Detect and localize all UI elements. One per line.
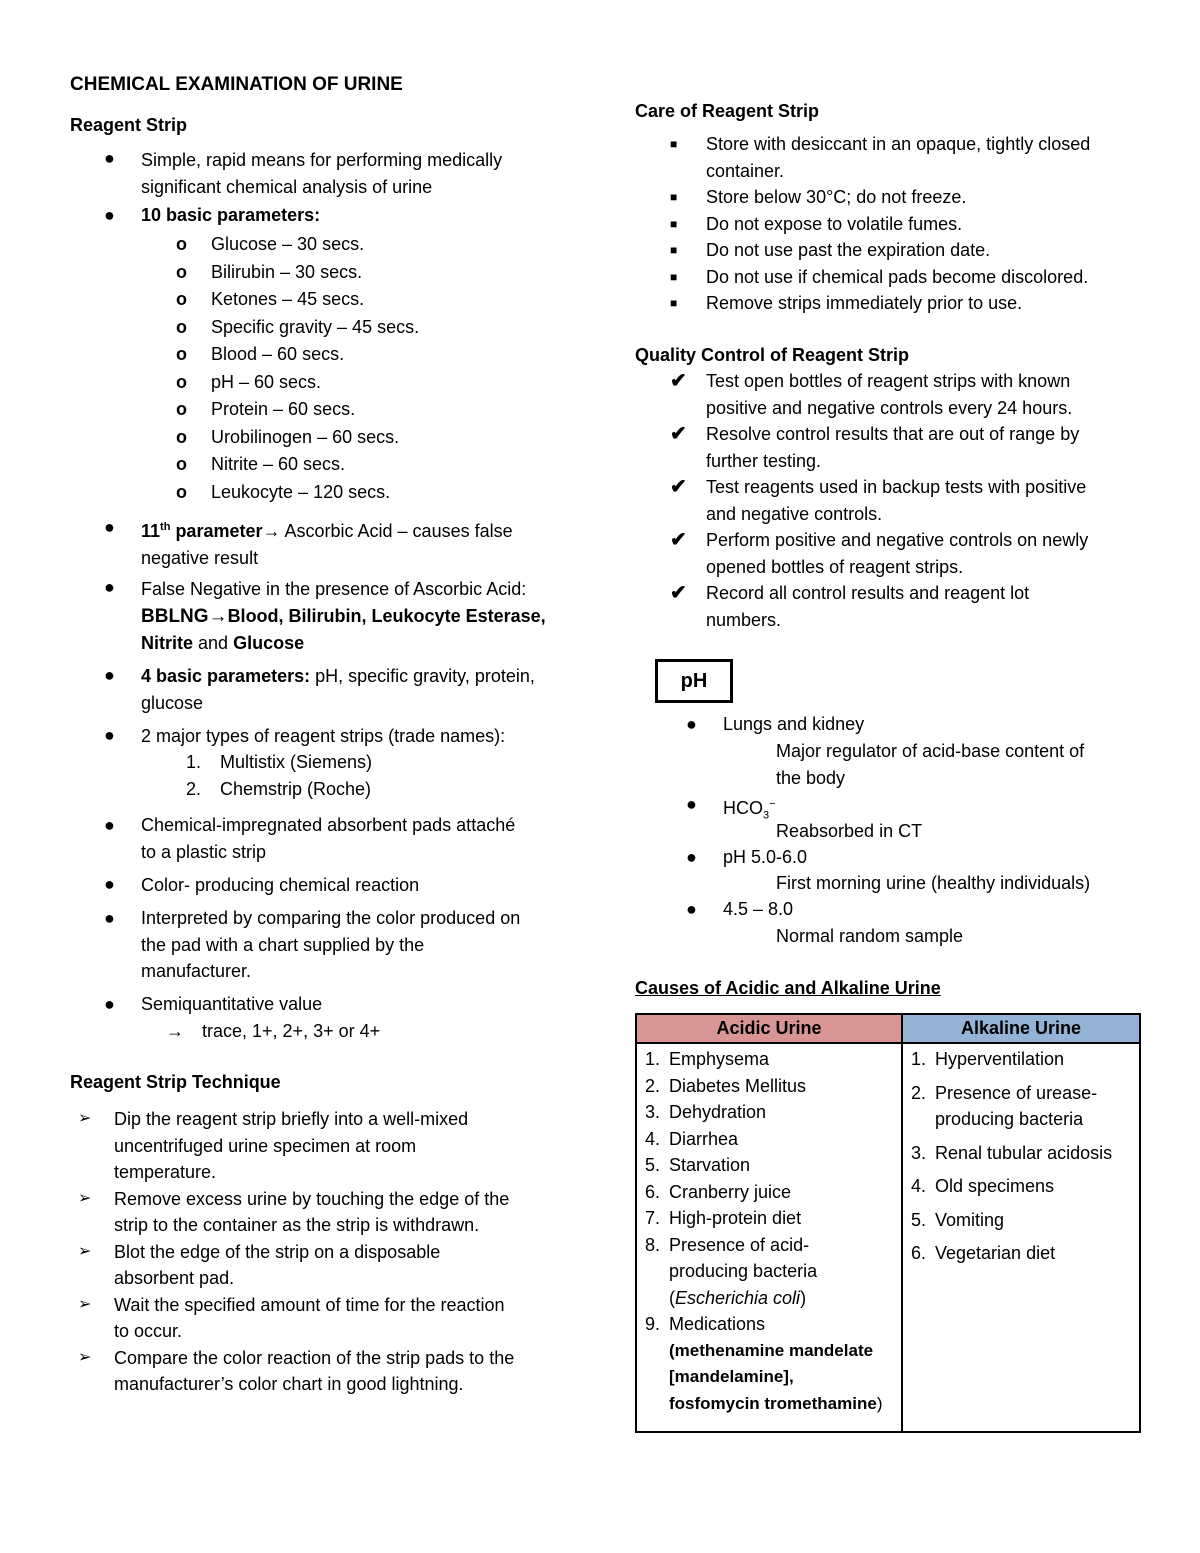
technique-line: Dip the reagent strip briefly into a well-mixed xyxy=(114,1109,469,1129)
square-bullet-icon: ■ xyxy=(670,269,678,284)
care-heading: Care of Reagent Strip xyxy=(635,101,820,121)
rs-bullet-1-line: Simple, rapid means for performing medically xyxy=(141,150,503,170)
acidic-header: Acidic Urine xyxy=(636,1014,902,1043)
medication-line: fosfomycin tromethamine xyxy=(669,1393,877,1413)
list-number: 1. xyxy=(911,1049,927,1069)
causes-heading: Causes of Acidic and Alkaline Urine xyxy=(635,978,941,998)
alkaline-header: Alkaline Urine xyxy=(902,1014,1140,1043)
strip-types-list xyxy=(186,749,372,802)
rs-bullet-10: Semiquantitative value xyxy=(141,994,323,1014)
qc-item: and negative controls. xyxy=(706,503,883,524)
rs-bullet-5-line: glucose xyxy=(141,692,204,713)
bblng-list: Blood, Bilirubin, Leukocyte Esterase, xyxy=(227,605,546,626)
circle-bullet-icon: o xyxy=(176,344,187,364)
ph-item-4: 4.5 – 8.0 xyxy=(723,899,794,919)
circle-bullet-icon: o xyxy=(176,481,187,502)
bullet-icon: ● xyxy=(104,577,115,597)
circle-bullet-icon: o xyxy=(176,371,187,392)
ph-item-2 xyxy=(723,791,776,829)
qc-item: Record all control results and reagent lot xyxy=(706,583,1030,603)
care-item: Do not use if chemical pads become discolored. xyxy=(706,266,1089,287)
arrowhead-bullet-icon: ➢ xyxy=(78,1189,92,1207)
rs-bullet-3 xyxy=(141,514,513,571)
technique-line: manufacturer’s color chart in good lightning. xyxy=(114,1374,464,1394)
alkaline-cause: Renal tubular acidosis xyxy=(935,1142,1113,1163)
medication-line: (methenamine mandelate xyxy=(669,1340,874,1360)
care-item: container. xyxy=(706,160,785,181)
ascorbic-text: Ascorbic Acid – causes false xyxy=(284,521,513,541)
ph-item-1-desc xyxy=(776,738,1084,791)
qc-item: further testing. xyxy=(706,450,822,471)
bullet-icon: ● xyxy=(104,148,115,168)
param-item: Nitrite – 60 secs. xyxy=(211,454,346,474)
ordinal-suffix: th xyxy=(160,521,171,533)
technique-item xyxy=(78,1345,578,1398)
alkaline-cell xyxy=(902,1043,1140,1432)
parameter-label: parameter→ xyxy=(175,521,281,541)
alkaline-cause: Old specimens xyxy=(935,1176,1055,1196)
technique-line: Compare the color reaction of the strip pads to the xyxy=(114,1347,515,1368)
glucose-label: Glucose xyxy=(233,633,305,653)
square-bullet-icon: ■ xyxy=(670,190,678,204)
bullet-icon: ● xyxy=(686,847,697,867)
qc-item: opened bottles of reagent strips. xyxy=(706,556,964,577)
technique-item xyxy=(78,1239,578,1292)
rs-bullet-9-line: the pad with a chart supplied by the xyxy=(141,934,425,955)
technique-line: to occur. xyxy=(114,1321,183,1341)
hco-superscript: − xyxy=(769,798,776,810)
strip-type: Multistix (Siemens) xyxy=(220,752,373,772)
acidic-cause: Presence of acid- xyxy=(669,1234,810,1255)
list-number: 6. xyxy=(911,1243,927,1263)
rs-bullet-9 xyxy=(141,905,520,985)
arrowhead-bullet-icon: ➢ xyxy=(78,1295,92,1313)
technique-item xyxy=(78,1292,578,1345)
technique-item xyxy=(78,1186,578,1239)
acidic-cause: High-protein diet xyxy=(669,1208,802,1228)
param-item: pH – 60 secs. xyxy=(211,371,322,392)
technique-heading: Reagent Strip Technique xyxy=(70,1072,281,1092)
nitrite-label: Nitrite xyxy=(141,633,194,653)
rs-bullet-7-line: to a plastic strip xyxy=(141,841,267,862)
circle-bullet-icon: o xyxy=(176,289,187,309)
param-item: Urobilinogen – 60 secs. xyxy=(211,426,400,447)
technique-line: uncentrifuged urine specimen at room xyxy=(114,1135,417,1156)
qc-item: Perform positive and negative controls on newly xyxy=(706,530,1089,550)
care-item: Store with desiccant in an opaque, tightly closed xyxy=(706,134,1091,154)
technique-line: Blot the edge of the strip on a disposable xyxy=(114,1241,441,1262)
list-number: 5. xyxy=(911,1209,927,1230)
strip-type: Chemstrip (Roche) xyxy=(220,778,372,799)
list-number: 6. xyxy=(645,1181,661,1202)
list-number: 4. xyxy=(911,1176,927,1196)
and-text: and xyxy=(198,633,229,653)
semiquant-values: trace, 1+, 2+, 3+ or 4+ xyxy=(202,1021,381,1041)
acidic-cause: Diabetes Mellitus xyxy=(669,1075,807,1096)
bullet-icon: ● xyxy=(104,815,115,835)
qc-item: Test reagents used in backup tests with positive xyxy=(706,477,1087,497)
ph-item-1: Lungs and kidney xyxy=(723,714,865,734)
paren-close: ) xyxy=(876,1393,883,1413)
alkaline-cause: producing bacteria xyxy=(935,1109,1084,1129)
causes-table xyxy=(635,1013,1141,1433)
ph-box: pH xyxy=(655,659,733,703)
bullet-icon: ● xyxy=(104,874,115,894)
ph-desc-line: Major regulator of acid-base content of xyxy=(776,741,1085,761)
ph-item-3-desc: First morning urine (healthy individuals) xyxy=(776,873,1091,893)
param-item: Ketones – 45 secs. xyxy=(211,289,365,309)
bullet-icon: ● xyxy=(104,908,115,928)
acidic-cell xyxy=(636,1043,902,1432)
technique-item xyxy=(78,1106,578,1186)
paren-close: ) xyxy=(800,1287,807,1308)
rs-bullet-3-line: negative result xyxy=(141,547,259,568)
list-number: 1. xyxy=(186,752,202,772)
bullet-icon: ● xyxy=(686,899,697,919)
semiquant-sub xyxy=(166,1018,380,1045)
page-title: CHEMICAL EXAMINATION OF URINE xyxy=(70,74,403,95)
rs-bullet-4-line: False Negative in the presence of Ascorbic Acid: xyxy=(141,579,527,599)
qc-item: Resolve control results that are out of range by xyxy=(706,424,1080,444)
rs-bullet-9-line: manufacturer. xyxy=(141,961,252,981)
checkmark-icon: ✔ xyxy=(670,529,687,551)
alkaline-cause: Vegetarian diet xyxy=(935,1243,1056,1263)
paren-open: ( xyxy=(669,1287,675,1308)
acidic-cause: Starvation xyxy=(669,1155,751,1175)
rs-bullet-5 xyxy=(141,663,535,716)
qc-item: positive and negative controls every 24 hours. xyxy=(706,397,1073,418)
circle-bullet-icon: o xyxy=(176,399,187,419)
rs-bullet-1 xyxy=(141,147,502,200)
rs-bullet-4 xyxy=(141,576,546,657)
param-item: Leukocyte – 120 secs. xyxy=(211,481,391,502)
list-number: 7. xyxy=(645,1208,661,1228)
acidic-cause: Diarrhea xyxy=(669,1128,739,1149)
basic-params-label: 4 basic parameters: xyxy=(141,666,311,686)
arrowhead-bullet-icon: ➢ xyxy=(78,1110,92,1127)
checkmark-icon: ✔ xyxy=(670,582,687,604)
circle-bullet-icon: o xyxy=(176,316,187,337)
rs-bullet-7-line: Chemical-impregnated absorbent pads attaché xyxy=(141,815,516,835)
care-item: Do not use past the expiration date. xyxy=(706,240,991,260)
bullet-icon: ● xyxy=(104,994,115,1014)
acidic-cause: Cranberry juice xyxy=(669,1181,792,1202)
alkaline-cause: Hyperventilation xyxy=(935,1049,1065,1069)
care-item: Remove strips immediately prior to use. xyxy=(706,293,1023,313)
bullet-icon: ● xyxy=(686,714,697,734)
ordinal-number: 11 xyxy=(141,521,161,541)
bullet-icon: ● xyxy=(686,794,697,814)
acidic-cause: Emphysema xyxy=(669,1049,770,1069)
ph-desc-line: the body xyxy=(776,767,846,788)
ph-item-4-desc: Normal random sample xyxy=(776,926,964,946)
bblng-label: BBLNG→ xyxy=(141,605,228,627)
checkmark-icon: ✔ xyxy=(670,370,687,392)
rs-bullet-1-line: significant chemical analysis of urine xyxy=(141,176,433,197)
bullet-icon: ● xyxy=(104,205,115,225)
ecoli-text: Escherichia coli xyxy=(675,1287,801,1308)
list-number: 4. xyxy=(645,1128,661,1149)
technique-line: temperature. xyxy=(114,1162,217,1182)
checkmark-icon: ✔ xyxy=(670,423,687,445)
bullet-icon: ● xyxy=(104,665,115,685)
alkaline-cause: Presence of urease- xyxy=(935,1082,1098,1103)
circle-bullet-icon: o xyxy=(176,234,187,254)
list-number: 9. xyxy=(645,1314,661,1334)
param-item: Blood – 60 secs. xyxy=(211,344,345,364)
list-number: 3. xyxy=(645,1102,661,1122)
arrowhead-bullet-icon: ➢ xyxy=(78,1348,92,1366)
reagent-strip-heading: Reagent Strip xyxy=(70,115,188,135)
list-number: 8. xyxy=(645,1234,661,1255)
arrowhead-bullet-icon: ➢ xyxy=(78,1242,92,1260)
qc-item: Test open bottles of reagent strips with known xyxy=(706,371,1071,391)
technique-line: Wait the specified amount of time for the reaction xyxy=(114,1294,505,1315)
hco-subscript: 3 xyxy=(763,809,770,822)
basic-params-text: pH, specific gravity, protein, xyxy=(315,666,535,686)
arrow-right-icon: → xyxy=(166,1021,184,1041)
param-item: Protein – 60 secs. xyxy=(211,399,356,419)
param-item: Glucose – 30 secs. xyxy=(211,234,365,254)
hco-text: HCO xyxy=(723,798,763,818)
circle-bullet-icon: o xyxy=(176,454,187,474)
medication-line: [mandelamine], xyxy=(669,1367,794,1386)
rs-bullet-2: 10 basic parameters: xyxy=(141,205,321,225)
acidic-cause: producing bacteria xyxy=(669,1261,818,1281)
bullet-icon: ● xyxy=(104,517,115,537)
square-bullet-icon: ■ xyxy=(670,137,678,151)
bullet-icon: ● xyxy=(104,725,115,745)
care-item: Do not expose to volatile fumes. xyxy=(706,213,963,234)
technique-line: Remove excess urine by touching the edge of the xyxy=(114,1188,510,1209)
technique-line: strip to the container as the strip is withdrawn. xyxy=(114,1215,480,1235)
rs-bullet-6: 2 major types of reagent strips (trade names): xyxy=(141,726,506,746)
technique-list xyxy=(78,1106,578,1398)
list-number: 2. xyxy=(645,1075,661,1096)
square-bullet-icon: ■ xyxy=(670,296,678,310)
param-item: Specific gravity – 45 secs. xyxy=(211,316,420,337)
list-number: 1. xyxy=(645,1049,661,1069)
rs-bullet-8: Color- producing chemical reaction xyxy=(141,875,420,895)
care-item: Store below 30°C; do not freeze. xyxy=(706,187,967,207)
param-list xyxy=(176,231,419,506)
ph-item-2-desc: Reabsorbed in CT xyxy=(776,821,923,841)
square-bullet-icon: ■ xyxy=(670,243,678,257)
circle-bullet-icon: o xyxy=(176,261,187,282)
rs-bullet-9-line: Interpreted by comparing the color produced on xyxy=(141,908,521,928)
qc-item: numbers. xyxy=(706,609,782,630)
care-list xyxy=(670,131,1150,317)
alkaline-cause: Vomiting xyxy=(935,1209,1005,1230)
acidic-cause: Medications xyxy=(669,1314,766,1334)
rs-bullet-7 xyxy=(141,812,515,865)
list-number: 2. xyxy=(186,778,202,799)
circle-bullet-icon: o xyxy=(176,426,187,447)
param-item: Bilirubin – 30 secs. xyxy=(211,261,363,282)
square-bullet-icon: ■ xyxy=(670,216,678,231)
list-number: 3. xyxy=(911,1142,927,1163)
qc-heading: Quality Control of Reagent Strip xyxy=(635,345,910,365)
list-number: 5. xyxy=(645,1155,661,1175)
qc-list xyxy=(670,368,1150,633)
checkmark-icon: ✔ xyxy=(670,476,687,498)
technique-line: absorbent pad. xyxy=(114,1268,235,1288)
acidic-cause: Dehydration xyxy=(669,1102,767,1122)
list-number: 2. xyxy=(911,1082,927,1103)
ph-item-3: pH 5.0-6.0 xyxy=(723,847,808,867)
